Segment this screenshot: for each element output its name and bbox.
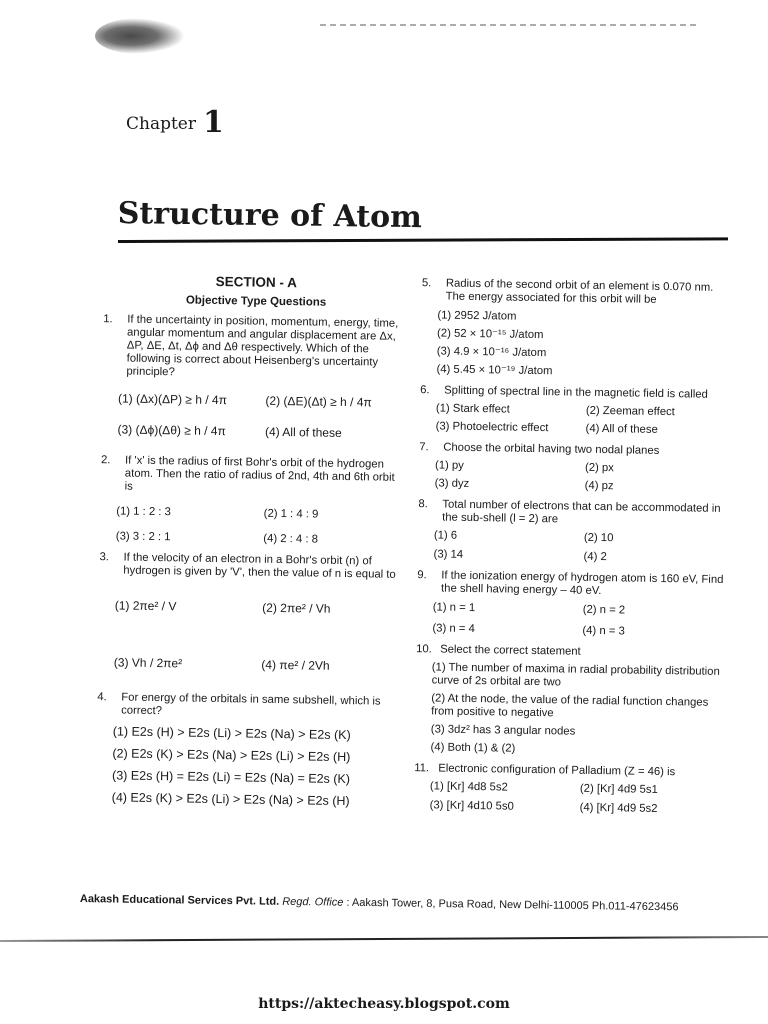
question-item [419,441,730,495]
option: (3) dyz [434,477,470,490]
question-item [417,498,728,566]
question-item [98,551,405,674]
option: (1) 6 [433,529,458,542]
option: (2) At the node, the value of the radial function changes from positive to negative [431,692,709,720]
option: (3) (Δϕ)(Δθ) ≥ h / 4π [117,422,226,439]
option: (1) E2s (H) > E2s (Li) > E2s (Na) > E2s (K) [112,724,351,743]
option: (2) 2πe² / Vh [262,600,331,616]
right-column [413,277,731,825]
option: (2) Zeeman effect [585,404,675,419]
option: (4) 2 : 4 : 8 [263,532,319,546]
option: (1) The number of maxima in radial probability distribution curve of 2s orbital are two [431,661,720,689]
question-text: Electronic configuration of Palladium (Z = 46) is [438,762,676,779]
question-text: If the uncertainty in position, momentum, energy, time, angular momentum and angular displacement are Δx, ΔP, ΔE, Δt, Δϕ and Δθ respectively. Which of the following is correct about Heisenberg's uncertainty principle? [126,313,399,379]
option: (2) 52 × 10⁻¹⁵ J/atom [436,327,544,342]
footer-regd-label: Regd. Office [282,895,344,909]
question-item [101,313,408,441]
option: (1) 2πe² / V [114,598,177,614]
question-text: Select the correct statement [440,643,581,658]
option: (4) pz [584,479,614,493]
option: (3) 3 : 2 : 1 [115,530,171,544]
bottom-rule [0,936,768,942]
option: (2) n = 2 [582,603,626,617]
chapter-label: Chapter [126,114,196,134]
question-page [92,272,742,815]
option: (4) All of these [264,424,342,440]
option: (3) 14 [433,548,464,561]
option: (2) 1 : 4 : 9 [263,507,319,521]
option: (1) 1 : 2 : 3 [116,505,171,519]
section-heading: SECTION - A [215,273,298,291]
question-text: If the velocity of an electron in a Bohr's orbit (n) of hydrogen is given by 'V', then the value of n is equal to [123,551,396,581]
option: (2) 10 [583,531,614,545]
question-text: If the ionization energy of hydrogen atom is 160 eV, Find the shell having energy – 40 eV. [440,569,724,598]
option: (1) Stark effect [435,402,510,416]
chapter-number: 1 [203,105,224,140]
footer-address: : Aakash Tower, 8, Pusa Road, New Delhi-110005 Ph.011-47623456 [346,896,679,914]
option: (1) (Δx)(ΔP) ≥ h / 4π [117,391,228,408]
question-number: 10. [416,643,432,656]
option: (1) [Kr] 4d8 5s2 [429,780,508,794]
option: (3) 3dz² has 3 angular nodes [430,723,576,738]
question-number: 8. [418,498,428,511]
option: (4) 5.45 × 10⁻¹⁹ J/atom [436,363,553,378]
option: (4) πe² / 2Vh [261,657,330,673]
question-item [420,384,731,438]
scan-smudge [95,18,185,54]
option: (2) [Kr] 4d9 5s1 [579,782,658,796]
option: (2) (ΔE)(Δt) ≥ h / 4π [265,393,372,410]
question-text: Radius of the second orbit of an element is 0.070 nm. The energy associated for this orbit will be [445,277,714,306]
option: (4) Both (1) & (2) [430,741,516,755]
source-url: https://aktecheasy.blogspot.com [258,996,510,1012]
question-number: 4. [97,691,107,704]
option: (2) E2s (K) > E2s (Na) > E2s (Li) > E2s (H) [112,746,351,765]
question-item [96,691,403,809]
question-number: 2. [100,454,111,467]
chapter-title: Structure of Atom [117,196,423,236]
option: (1) 2952 J/atom [437,309,517,323]
question-number: 9. [417,569,427,582]
question-number: 6. [420,384,430,397]
question-number: 3. [99,551,110,564]
option: (1) py [434,459,464,472]
question-item [414,762,725,817]
option: (3) n = 4 [432,622,475,636]
option: (3) E2s (H) = E2s (Li) = E2s (Na) = E2s (K) [111,768,351,787]
option: (3) 4.9 × 10⁻¹⁶ J/atom [436,345,547,360]
left-column [96,272,409,817]
question-item [414,643,726,759]
option: (4) 2 [583,550,607,564]
title-rule [118,237,728,243]
option: (2) px [584,461,614,475]
option: (4) E2s (K) > E2s (Li) > E2s (Na) > E2s (H) [111,790,350,809]
question-item [100,454,406,548]
option: (4) All of these [585,422,658,436]
publisher-footer [80,893,730,914]
option: (4) [Kr] 4d9 5s2 [579,801,658,815]
question-text: If 'x' is the radius of first Bohr's orbit of the hydrogen atom. Then the ratio of radius of 2nd, 4th and 6th orbit is [124,454,395,493]
scan-artifact-line [320,24,700,26]
section-subheading: Objective Type Questions [185,294,327,309]
question-text: Total number of electrons that can be accommodated in the sub-shell (l = 2) are [442,498,721,526]
question-item [416,569,727,640]
question-text: Splitting of spectral line in the magnetic field is called [444,384,708,401]
question-text: For energy of the orbitals in same subshell, which is correct? [121,691,381,718]
question-number: 11. [414,762,430,775]
question-text: Choose the orbital having two nodal planes [443,441,660,457]
option: (4) n = 3 [582,624,625,638]
option: (3) [Kr] 4d10 5s0 [429,799,514,813]
footer-company: Aakash Educational Services Pvt. Ltd. [79,893,280,908]
option: (3) Vh / 2πe² [113,655,183,671]
option: (1) n = 1 [432,601,476,615]
question-number: 7. [419,441,429,454]
question-number: 5. [421,277,432,290]
question-number: 1. [103,313,113,326]
option: (3) Photoelectric effect [435,420,549,435]
question-item [420,277,732,381]
